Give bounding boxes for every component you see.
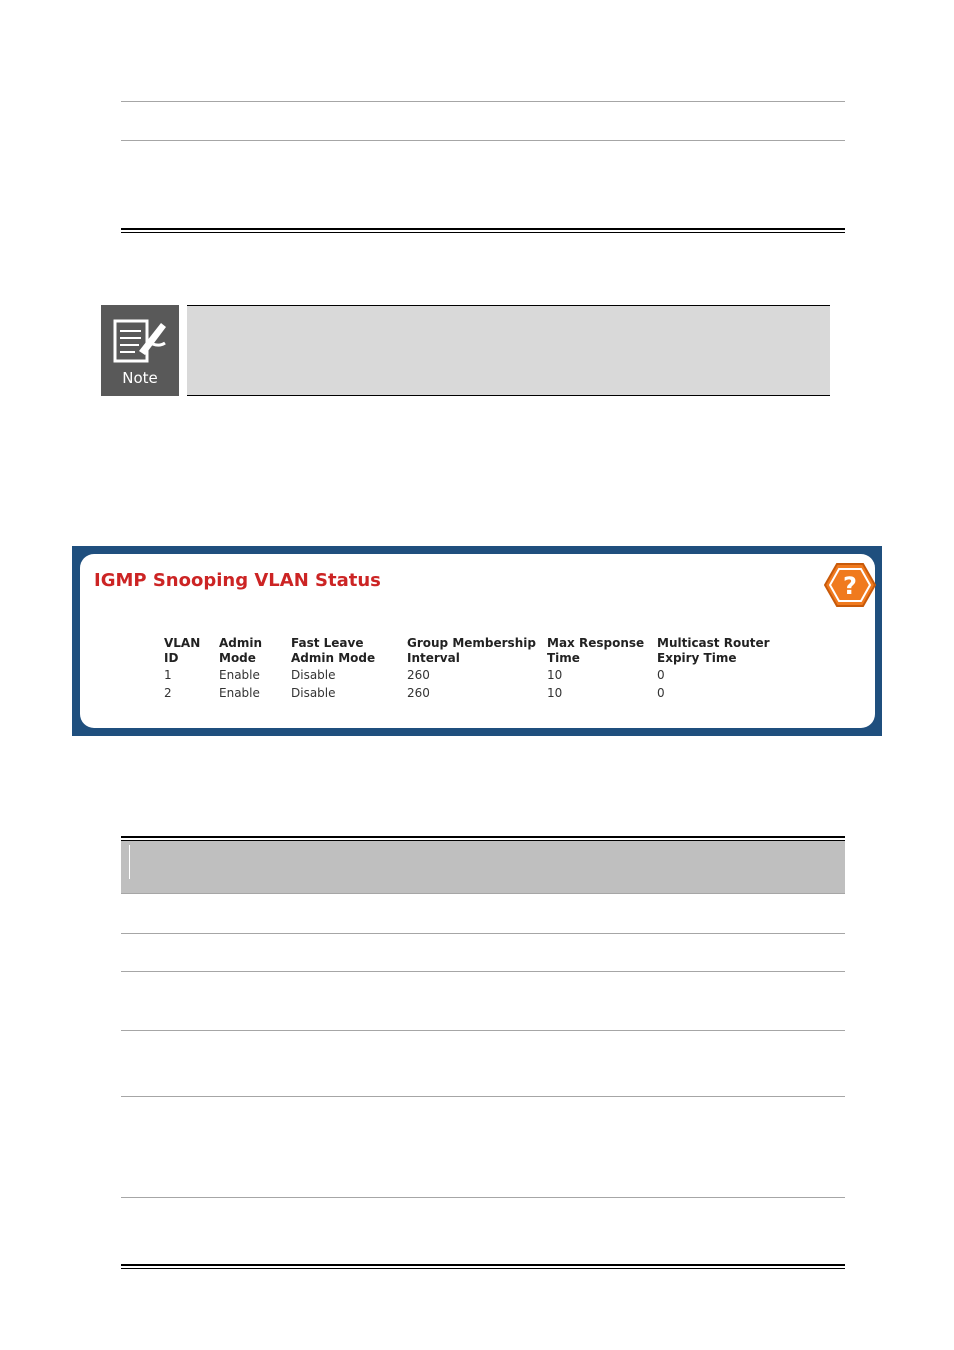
svg-text:?: ? [843, 572, 857, 600]
cell-router-expiry: 0 [657, 668, 665, 682]
cell-admin-mode: Enable [219, 668, 260, 682]
col-admin-mode: Admin Mode [219, 636, 263, 665]
lower-table-rule-3 [121, 971, 845, 972]
panel-title: IGMP Snooping VLAN Status [94, 570, 381, 591]
cell-max-response: 10 [547, 686, 563, 700]
col-fast-leave-admin-mode: Fast Leave Admin Mode [291, 636, 376, 665]
lower-table-header [121, 841, 845, 893]
vlan-status-table [164, 636, 787, 702]
note-label: Note [122, 369, 158, 387]
col-max-response-time: Max Response Time [547, 636, 645, 665]
cell-group-membership: 260 [407, 686, 430, 700]
top-rule-2 [121, 140, 845, 141]
cell-fast-leave: Disable [291, 686, 336, 700]
col-multicast-router-expiry-time: Multicast Router Expiry Time [657, 636, 770, 665]
cell-group-membership: 260 [407, 668, 430, 682]
col-group-membership-interval: Group Membership Interval [407, 636, 536, 665]
cell-fast-leave: Disable [291, 668, 336, 682]
panel-content [80, 554, 875, 728]
table-row [164, 666, 787, 684]
igmp-vlan-status-panel [72, 546, 882, 736]
top-table-bottom-rule [121, 228, 845, 233]
lower-table-rule-5 [121, 1096, 845, 1097]
lower-table-bottom-rule [121, 1264, 845, 1269]
table-row [164, 684, 787, 702]
cell-router-expiry: 0 [657, 686, 665, 700]
col-vlan-id: VLAN ID [164, 636, 201, 665]
cell-max-response: 10 [547, 668, 563, 682]
cell-vlan-id: 1 [164, 668, 172, 682]
cell-vlan-id: 2 [164, 686, 172, 700]
lower-table-rule-1 [121, 893, 845, 894]
lower-table-rule-6 [121, 1197, 845, 1198]
header-divider [129, 845, 130, 879]
top-rule-1 [121, 101, 845, 102]
table-header-row [164, 636, 787, 666]
lower-table-rule-2 [121, 933, 845, 934]
note-box [187, 305, 830, 396]
lower-table-rule-4 [121, 1030, 845, 1031]
cell-admin-mode: Enable [219, 686, 260, 700]
note-icon [101, 305, 179, 396]
question-mark-icon[interactable] [824, 562, 876, 608]
